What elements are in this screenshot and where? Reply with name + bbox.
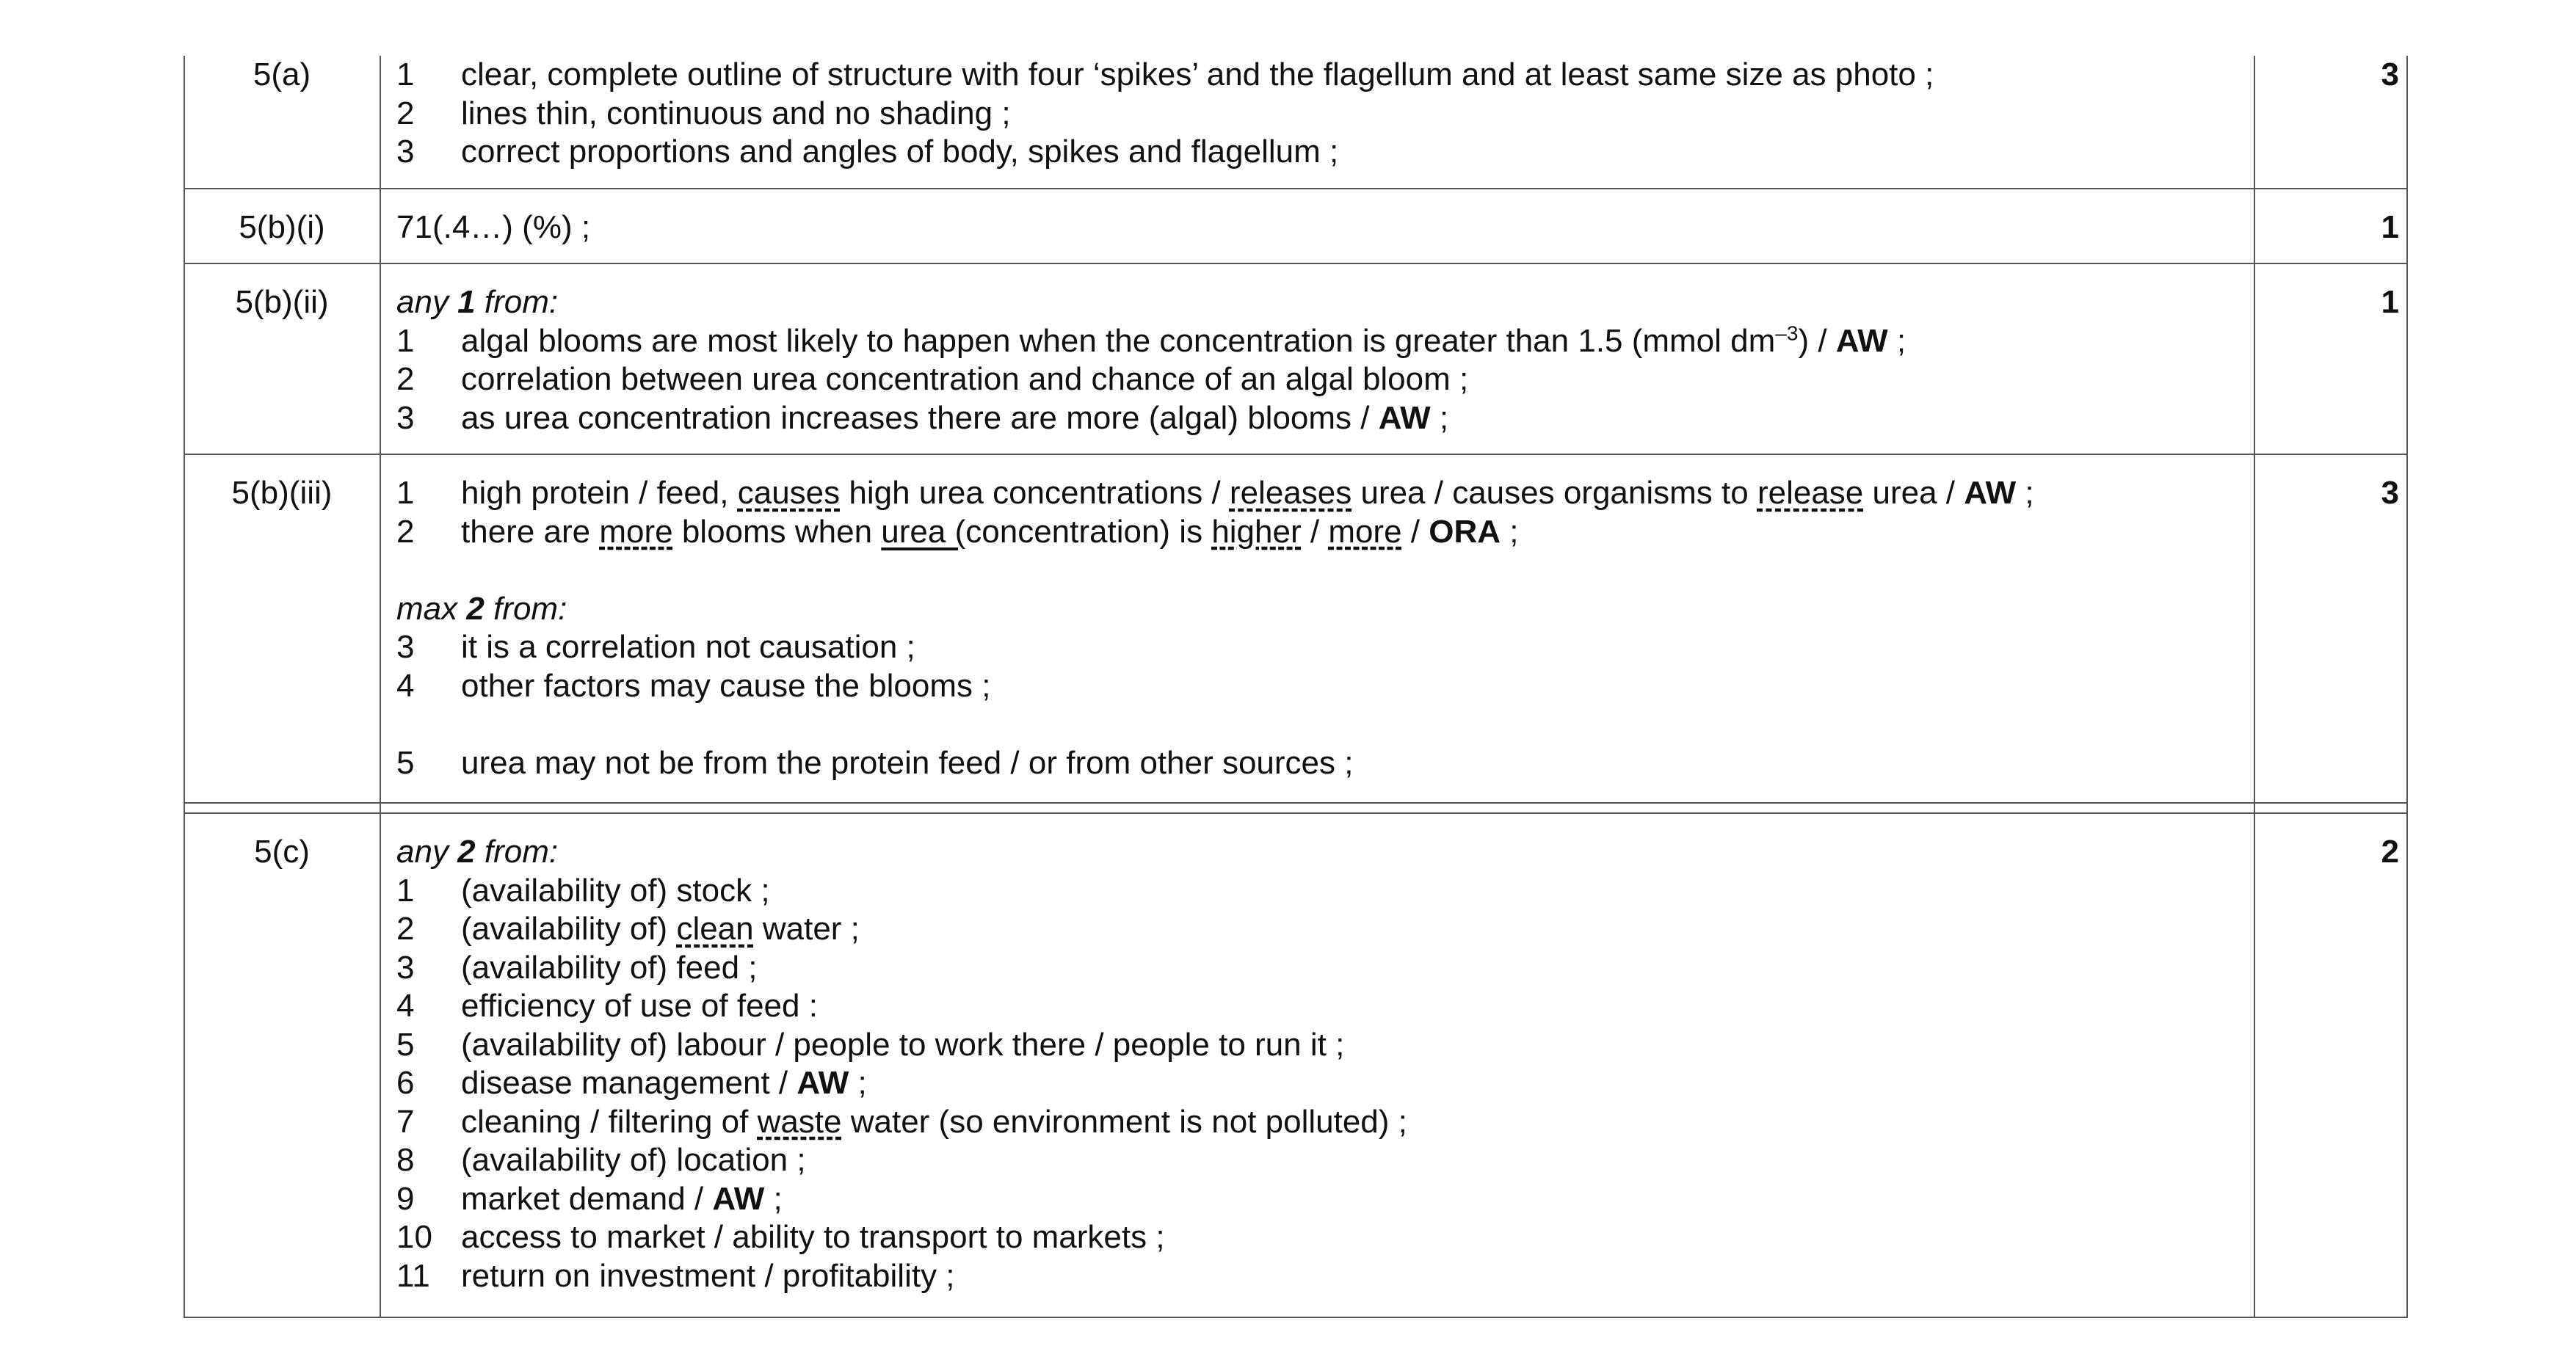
row-divider bbox=[184, 802, 2408, 804]
marks-value: 1 bbox=[2381, 284, 2399, 320]
marks-value: 3 bbox=[2381, 57, 2399, 92]
question-number: 5(c) bbox=[254, 834, 310, 870]
table-bottom-border bbox=[184, 1317, 2408, 1318]
answer-point: 8 (availability of) location ; bbox=[396, 1142, 806, 1178]
answer-intro: any 2 from: bbox=[396, 834, 559, 870]
marks-value: 2 bbox=[2381, 834, 2399, 870]
answer-point: 6 disease management / AW ; bbox=[396, 1065, 867, 1101]
row-divider bbox=[184, 263, 2408, 264]
answer-cell bbox=[396, 283, 2246, 437]
answer-point: 1 high protein / feed, causes high urea concentrations / releases urea / causes organisms to release urea / AW ; bbox=[396, 475, 2034, 511]
row-divider bbox=[184, 454, 2408, 455]
answer-point: 3 it is a correlation not causation ; bbox=[396, 629, 915, 665]
answer-cell bbox=[396, 474, 2246, 782]
question-number: 5(b)(iii) bbox=[231, 475, 333, 511]
question-number: 5(b)(i) bbox=[239, 209, 325, 245]
marks-value: 1 bbox=[2381, 209, 2399, 245]
answer-point: 5 urea may not be from the protein feed / or from other sources ; bbox=[396, 744, 1354, 781]
question-number: 5(b)(ii) bbox=[235, 284, 329, 320]
answer-cell bbox=[396, 833, 2246, 1295]
answer-intro: any 1 from: bbox=[396, 284, 559, 320]
answer-point: 5 (availability of) labour / people to work there / people to run it ; bbox=[396, 1026, 1345, 1063]
table-right-border bbox=[2406, 56, 2408, 1318]
answer-point: 7 cleaning / filtering of waste water (so environment is not polluted) ; bbox=[396, 1103, 1407, 1140]
answer-point: 3 (availability of) feed ; bbox=[396, 949, 758, 986]
answer-cell bbox=[396, 208, 2246, 247]
answer-point: 2 lines thin, continuous and no shading ; bbox=[396, 95, 1011, 131]
answer-point: 4 efficiency of use of feed : bbox=[396, 988, 818, 1024]
answer-text: 71(.4…) (%) ; bbox=[396, 209, 591, 245]
answer-point: 2 correlation between urea concentration and chance of an algal bloom ; bbox=[396, 361, 1469, 397]
answer-point: 1 clear, complete outline of structure with four ‘spikes’ and the flagellum and at least same size as photo ; bbox=[396, 57, 1934, 92]
answer-point: 2 there are more blooms when urea (concentration) is higher / more / ORA ; bbox=[396, 513, 1519, 550]
row-divider bbox=[184, 812, 2408, 814]
answer-point: 2 (availability of) clean water ; bbox=[396, 911, 860, 947]
answer-point: 9 market demand / AW ; bbox=[396, 1180, 783, 1217]
marks-value: 3 bbox=[2381, 475, 2399, 511]
answer-point: 3 correct proportions and angles of body, spikes and flagellum ; bbox=[396, 134, 1339, 170]
spacer bbox=[396, 551, 2246, 590]
answer-point: 10 access to market / ability to transport to markets ; bbox=[396, 1219, 1165, 1255]
answer-cell bbox=[396, 56, 2246, 172]
answer-point: 4 other factors may cause the blooms ; bbox=[396, 667, 991, 704]
answer-point: 3 as urea concentration increases there are more (algal) blooms / AW ; bbox=[396, 399, 1449, 436]
question-number: 5(a) bbox=[253, 57, 311, 92]
answer-point: 1 (availability of) stock ; bbox=[396, 872, 770, 909]
spacer bbox=[396, 705, 2246, 744]
answer-point: 11 return on investment / profitability ; bbox=[396, 1257, 955, 1294]
answer-point: 1 algal blooms are most likely to happen when the concentration is greater than 1.5 (mmol $dm^{-3}$) / AW ; bbox=[396, 321, 1906, 359]
answer-intro: max 2 from: bbox=[396, 590, 567, 627]
column-divider bbox=[2254, 56, 2255, 1318]
row-divider bbox=[184, 188, 2408, 189]
